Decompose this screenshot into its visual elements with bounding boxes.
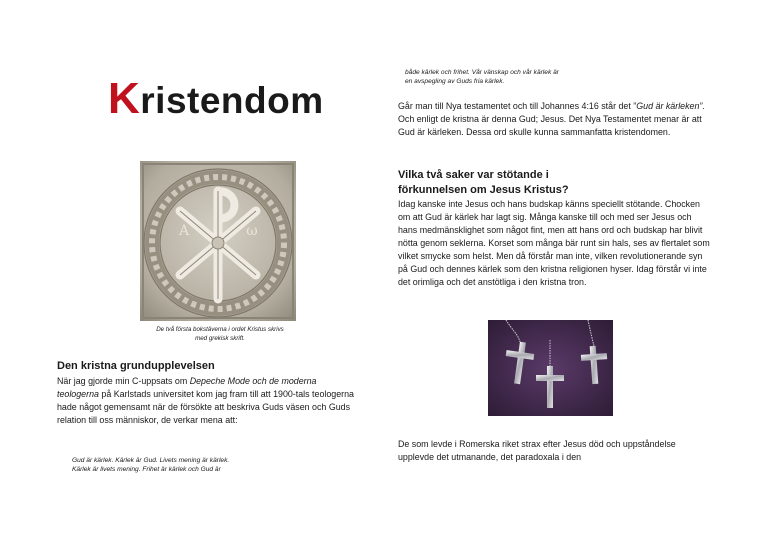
quote-right-line-1: både kärlek och frihet. Vår vänskap och vår kärlek är [405, 69, 559, 76]
section-heading-grundupplevelsen: Den kristna grundupplevelsen [57, 360, 215, 372]
page-title [108, 74, 324, 124]
paragraph-c-uppsats-em: Depeche Mode och de moderna teologerna [57, 376, 317, 399]
title-initial: K [108, 74, 141, 123]
cross-pendants-icon [488, 320, 613, 416]
quote-right-line-2: en avspegling av Guds fria kärlek. [405, 78, 505, 86]
image-caption-line-2: med grekisk skrift. [195, 335, 245, 342]
section-heading-stotande [398, 168, 698, 198]
svg-text:A: A [178, 223, 190, 239]
title-rest: ristendom [140, 80, 324, 121]
paragraph-c-uppsats-b: på Karlstads universitet kom jag fram till att 1900-tals teologerna hade något gemensamt när de försökte att beskriva Guds väsen och Guds relation till oss människor, de verkar mena att: [57, 389, 354, 425]
quote-block-right [405, 68, 655, 87]
quote-left-line-2: Kärlek är livets mening. Frihet är kärlek och Gud är [72, 466, 221, 474]
paragraph-johannes-b: . Och enligt de kristna är denna Gud; Jesus. Det Nya Testamentet menar är att Gud är kärleken. Dessa ord skulle kunna sammanfatta kristendomen. [398, 101, 705, 137]
paragraph-romerska-riket: De som levde i Romerska riket strax efter Jesus död och uppståndelse upplevde det utmanande, det paradoxala i den [398, 439, 676, 462]
paragraph-johannes-a: Går man till Nya testamentet och till Johannes 4:16 står det ” [398, 101, 637, 111]
quote-block-left [72, 456, 332, 475]
section-heading-stotande-line-1: Vilka två saker var stötande i [398, 169, 549, 181]
svg-text:ω: ω [246, 223, 258, 239]
image-caption-line-1: De två första bokstäverna i ordet Kristus skrivs [156, 326, 284, 333]
image-caption [120, 325, 320, 343]
paragraph-c-uppsats-a: När jag gjorde min C-uppsats om [57, 376, 190, 386]
paragraph-idag: Idag kanske inte Jesus och hans budskap känns speciellt stötande. Chocken om att Gud är kärlek har lagt sig. Många kanske till och med ser Jesus och hans medmänsklighet som något fint, men att hans ord och budskap har blivit nötta genom seklerna. Korset som många bär runt sin hals, ses av flertalet som vilket smycke som helst. Men då förstår man inte, vilken revolutionerande syn på Gud och dennes kärlek som den kristna religionen hyser. Idag förstår vi inte det orimliga och det anstötliga i den kristna tron. [398, 199, 710, 287]
paragraph-johannes [398, 100, 708, 139]
section-heading-stotande-line-2: förkunnelsen om Jesus Kristus? [398, 184, 569, 196]
chi-rho-icon [140, 161, 296, 321]
quote-left-line-1: Gud är kärlek. Kärlek är Gud. Livets mening är kärlek. [72, 457, 230, 464]
paragraph-johannes-em: Gud är kärleken” [636, 101, 703, 111]
paragraph-c-uppsats [57, 375, 357, 427]
